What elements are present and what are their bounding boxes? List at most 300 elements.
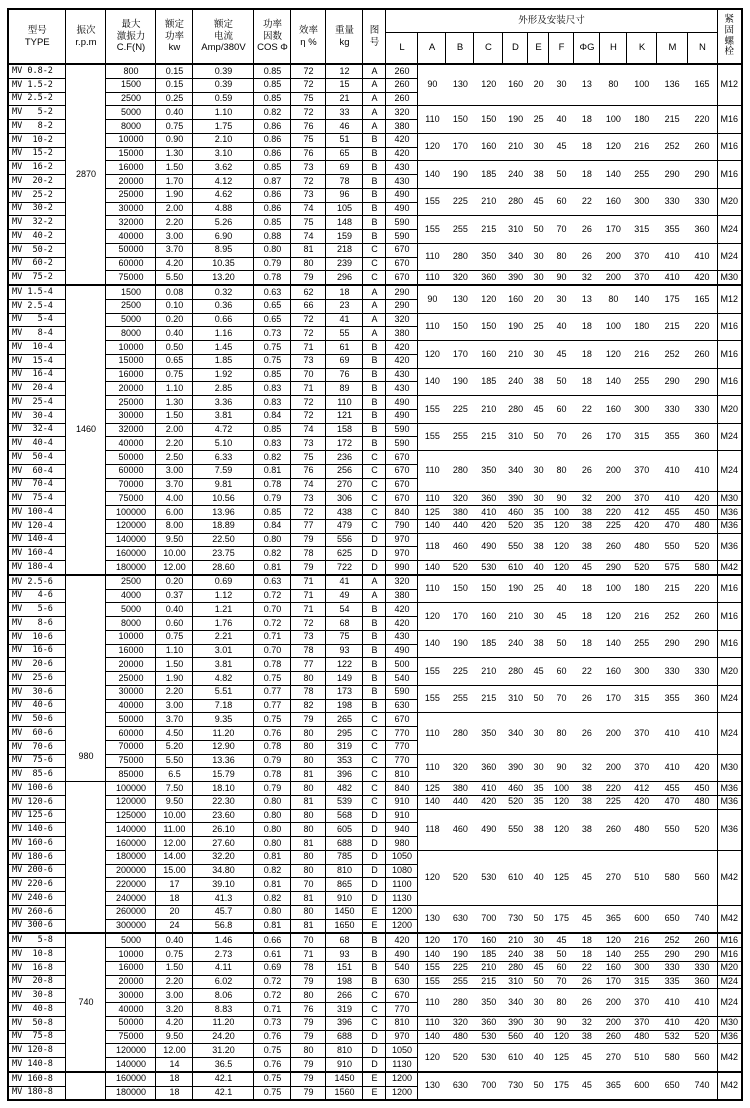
cell-current: 3.81 xyxy=(193,658,254,672)
cell-current: 4.72 xyxy=(193,423,254,437)
dimension-value: 125 xyxy=(553,1051,570,1062)
dimension-value: 30 xyxy=(556,79,567,90)
cell-length-L: 810 xyxy=(386,768,418,782)
cell-current: 2.21 xyxy=(193,630,254,644)
cell-figure: D xyxy=(363,533,386,547)
dimension-value: 460 xyxy=(452,541,468,552)
cell-efficiency: 76 xyxy=(291,120,326,134)
dimension-value: 190 xyxy=(508,321,524,332)
cell-cos: 0.72 xyxy=(254,589,291,603)
dimension-value: 160 xyxy=(508,79,524,90)
cell-current: 1.92 xyxy=(193,368,254,382)
dimension-value: 420 xyxy=(634,520,650,531)
dimension-value: 310 xyxy=(508,693,524,704)
cell-efficiency: 70 xyxy=(291,933,326,947)
cell-power: 0.20 xyxy=(156,575,193,589)
cell-power: 2.20 xyxy=(156,685,193,699)
dimension-value: 220 xyxy=(694,113,710,124)
cell-weight: 236 xyxy=(326,451,363,465)
dimension-value: 30 xyxy=(533,465,544,476)
cell-rpm: 980 xyxy=(66,575,106,782)
dimension-value: 260 xyxy=(605,1031,621,1042)
cell-current: 24.20 xyxy=(193,1030,254,1044)
cell-cos: 0.78 xyxy=(254,478,291,492)
header-dim-K: K xyxy=(627,33,657,65)
dimension-value: 550 xyxy=(664,823,680,834)
cell-cos: 0.85 xyxy=(254,92,291,106)
cell-cos: 0.70 xyxy=(254,603,291,617)
dimension-value: 480 xyxy=(634,1031,650,1042)
cell-weight: 319 xyxy=(326,1003,363,1017)
cell-efficiency: 74 xyxy=(291,230,326,244)
cell-current: 8.83 xyxy=(193,1003,254,1017)
dimension-value: 370 xyxy=(634,465,650,476)
cell-model: MV 50-8 xyxy=(8,1016,66,1030)
cell-dimensions xyxy=(418,533,717,561)
cell-model: MV 120-8 xyxy=(8,1044,66,1058)
dimension-value: 45 xyxy=(556,348,567,359)
cell-efficiency: 81 xyxy=(291,243,326,257)
cell-cos: 0.78 xyxy=(254,271,291,285)
cell-current: 6.02 xyxy=(193,975,254,989)
dimension-value: 38 xyxy=(533,638,544,649)
dimension-value: 100 xyxy=(634,79,650,90)
cell-power: 2.20 xyxy=(156,975,193,989)
cell-power: 1.10 xyxy=(156,382,193,396)
cell-weight: 61 xyxy=(326,341,363,355)
cell-dimensions xyxy=(418,603,717,631)
table-row xyxy=(8,782,742,796)
cell-weight: 93 xyxy=(326,948,363,962)
dimension-value: 410 xyxy=(481,782,497,793)
cell-power: 0.37 xyxy=(156,589,193,603)
cell-bolt: M20 xyxy=(717,396,742,424)
cell-cos: 0.75 xyxy=(254,354,291,368)
cell-figure: B xyxy=(363,175,386,189)
cell-efficiency: 78 xyxy=(291,961,326,975)
cell-cos: 0.80 xyxy=(254,533,291,547)
dimension-value: 360 xyxy=(481,762,497,773)
cell-length-L: 670 xyxy=(386,492,418,506)
dimension-value: 50 xyxy=(533,693,544,704)
cell-weight: 270 xyxy=(326,478,363,492)
cell-force: 60000 xyxy=(106,464,156,478)
dimension-value: 290 xyxy=(694,948,710,959)
dimension-value: 90 xyxy=(427,293,438,304)
dimension-value: 252 xyxy=(664,934,680,945)
cell-force: 800 xyxy=(106,64,156,78)
cell-power: 5.50 xyxy=(156,271,193,285)
header-dim-A: A xyxy=(418,33,446,65)
cell-cos: 0.85 xyxy=(254,368,291,382)
dimension-value: 215 xyxy=(664,321,680,332)
dimension-value: 410 xyxy=(694,251,710,262)
cell-model: MV 160-4 xyxy=(8,547,66,561)
cell-cos: 0.65 xyxy=(254,299,291,313)
dimension-value: 490 xyxy=(481,541,497,552)
cell-efficiency: 62 xyxy=(291,285,326,299)
dimension-value: 38 xyxy=(581,796,592,807)
dimension-value: 170 xyxy=(452,141,468,152)
dimension-value: 26 xyxy=(581,693,592,704)
cell-figure: C xyxy=(363,519,386,533)
cell-efficiency: 72 xyxy=(291,617,326,631)
cell-bolt: M36 xyxy=(717,795,742,809)
cell-figure: B xyxy=(363,354,386,368)
cell-length-L: 840 xyxy=(386,782,418,796)
cell-cos: 0.72 xyxy=(254,975,291,989)
cell-length-L: 540 xyxy=(386,672,418,686)
cell-power: 4.20 xyxy=(156,1016,193,1030)
cell-bolt: M16 xyxy=(717,948,742,962)
header-fastening-bolt: 紧 固 螺 栓 xyxy=(717,9,742,64)
cell-power: 12.00 xyxy=(156,1044,193,1058)
cell-length-L: 490 xyxy=(386,396,418,410)
dimension-value: 550 xyxy=(508,823,524,834)
cell-cos: 0.75 xyxy=(254,1086,291,1100)
cell-efficiency: 72 xyxy=(291,78,326,92)
cell-weight: 688 xyxy=(326,1030,363,1044)
cell-figure: B xyxy=(363,161,386,175)
dimension-value: 110 xyxy=(425,762,440,773)
cell-figure: B xyxy=(363,699,386,713)
cell-efficiency: 78 xyxy=(291,685,326,699)
cell-model: MV 5-8 xyxy=(8,933,66,947)
cell-model: MV 5-2 xyxy=(8,106,66,120)
dimension-value: 120 xyxy=(481,79,497,90)
cell-model: MV 70-6 xyxy=(8,740,66,754)
dimension-value: 30 xyxy=(533,996,544,1007)
cell-dimensions xyxy=(418,341,717,369)
dimension-value: 45 xyxy=(556,141,567,152)
cell-weight: 239 xyxy=(326,257,363,271)
cell-current: 23.60 xyxy=(193,809,254,823)
dimension-value: 410 xyxy=(664,492,680,503)
cell-figure: B xyxy=(363,396,386,410)
cell-model: MV 60-4 xyxy=(8,464,66,478)
dimension-value: 520 xyxy=(452,561,468,572)
dimension-value: 40 xyxy=(533,872,544,883)
dimension-value: 470 xyxy=(664,520,680,531)
cell-current: 1.75 xyxy=(193,120,254,134)
dimension-value: 490 xyxy=(481,823,497,834)
cell-efficiency: 78 xyxy=(291,644,326,658)
dimension-value: 45 xyxy=(581,1051,592,1062)
dimension-value: 120 xyxy=(424,610,440,621)
cell-power: 9.50 xyxy=(156,533,193,547)
table-row xyxy=(8,575,742,589)
cell-weight: 556 xyxy=(326,533,363,547)
dimension-value: 410 xyxy=(664,271,680,282)
dimension-value: 315 xyxy=(634,431,650,442)
dimension-value: 480 xyxy=(694,796,710,807)
dimension-value: 290 xyxy=(605,561,621,572)
cell-cos: 0.83 xyxy=(254,437,291,451)
dimension-value: 355 xyxy=(664,431,680,442)
dimension-value: 170 xyxy=(452,610,468,621)
cell-model: MV 8-6 xyxy=(8,617,66,631)
dimension-value: 110 xyxy=(425,251,440,262)
dimension-value: 160 xyxy=(605,962,621,973)
dimension-value: 190 xyxy=(452,168,468,179)
cell-current: 1.46 xyxy=(193,933,254,947)
dimension-value: 100 xyxy=(605,321,621,332)
cell-force: 32000 xyxy=(106,216,156,230)
dimension-value: 460 xyxy=(508,782,524,793)
cell-length-L: 260 xyxy=(386,64,418,78)
cell-cos: 0.71 xyxy=(254,630,291,644)
cell-cos: 0.77 xyxy=(254,699,291,713)
dimension-value: 30 xyxy=(533,762,544,773)
dimension-value: 25 xyxy=(533,321,544,332)
dimension-value: 270 xyxy=(605,1051,621,1062)
dimension-value: 240 xyxy=(508,168,524,179)
cell-figure: A xyxy=(363,106,386,120)
cell-power: 5.50 xyxy=(156,754,193,768)
cell-weight: 785 xyxy=(326,850,363,864)
dimension-value: 220 xyxy=(694,583,710,594)
cell-bolt: M24 xyxy=(717,243,742,271)
cell-length-L: 490 xyxy=(386,409,418,423)
dimension-value: 390 xyxy=(508,1017,524,1028)
cell-length-L: 670 xyxy=(386,464,418,478)
table-row xyxy=(8,451,742,465)
cell-power: 2.50 xyxy=(156,451,193,465)
cell-efficiency: 73 xyxy=(291,630,326,644)
dimension-value: 410 xyxy=(694,727,710,738)
cell-weight: 148 xyxy=(326,216,363,230)
dimension-value: 70 xyxy=(556,976,567,987)
cell-model: MV 20-6 xyxy=(8,658,66,672)
cell-weight: 68 xyxy=(326,933,363,947)
dimension-value: 355 xyxy=(664,223,680,234)
cell-bolt: M30 xyxy=(717,754,742,782)
cell-efficiency: 72 xyxy=(291,64,326,78)
dimension-value: 650 xyxy=(664,1080,680,1091)
dimension-value: 50 xyxy=(533,913,544,924)
cell-bolt: M24 xyxy=(717,975,742,989)
cell-power: 17 xyxy=(156,878,193,892)
cell-weight: 122 xyxy=(326,658,363,672)
cell-length-L: 590 xyxy=(386,685,418,699)
cell-efficiency: 71 xyxy=(291,603,326,617)
dimension-value: 18 xyxy=(581,321,592,332)
cell-efficiency: 66 xyxy=(291,299,326,313)
cell-length-L: 840 xyxy=(386,506,418,520)
cell-efficiency: 73 xyxy=(291,161,326,175)
cell-weight: 865 xyxy=(326,878,363,892)
table-row xyxy=(8,630,742,644)
cell-force: 5000 xyxy=(106,933,156,947)
table-row xyxy=(8,975,742,989)
cell-figure: C xyxy=(363,451,386,465)
dimension-value: 140 xyxy=(424,638,440,649)
dimension-value: 290 xyxy=(694,168,710,179)
cell-force: 16000 xyxy=(106,161,156,175)
cell-dimensions xyxy=(418,809,717,850)
cell-force: 30000 xyxy=(106,409,156,423)
cell-efficiency: 70 xyxy=(291,878,326,892)
cell-rpm: 1460 xyxy=(66,285,106,575)
dimension-value: 420 xyxy=(634,796,650,807)
dimension-value: 610 xyxy=(508,1051,524,1062)
cell-dimensions xyxy=(418,396,717,424)
dimension-value: 330 xyxy=(694,665,710,676)
cell-figure: C xyxy=(363,989,386,1003)
table-row xyxy=(8,285,742,299)
cell-current: 39.10 xyxy=(193,878,254,892)
cell-power: 3.20 xyxy=(156,1003,193,1017)
cell-efficiency: 72 xyxy=(291,506,326,520)
dimension-value: 340 xyxy=(508,465,524,476)
cell-power: 0.75 xyxy=(156,948,193,962)
dimension-value: 25 xyxy=(533,583,544,594)
cell-force: 160000 xyxy=(106,1072,156,1086)
cell-bolt: M42 xyxy=(717,561,742,575)
cell-force: 75000 xyxy=(106,492,156,506)
dimension-value: 370 xyxy=(634,762,650,773)
dimension-value: 150 xyxy=(452,321,468,332)
cell-efficiency: 75 xyxy=(291,216,326,230)
dimension-value: 440 xyxy=(452,520,468,531)
dimension-value: 136 xyxy=(664,79,680,90)
cell-weight: 1450 xyxy=(326,905,363,919)
table-row xyxy=(8,850,742,864)
dimension-value: 90 xyxy=(556,1017,567,1028)
cell-cos: 0.85 xyxy=(254,423,291,437)
cell-current: 13.36 xyxy=(193,754,254,768)
dimension-value: 38 xyxy=(581,541,592,552)
table-row xyxy=(8,188,742,202)
cell-power: 8.00 xyxy=(156,519,193,533)
dimension-value: 560 xyxy=(694,872,710,883)
cell-length-L: 770 xyxy=(386,727,418,741)
header-rated-power: 额定 功率 kw xyxy=(156,9,193,64)
cell-length-L: 790 xyxy=(386,519,418,533)
cell-model: MV 75-6 xyxy=(8,754,66,768)
dimension-value: 225 xyxy=(452,403,468,414)
cell-current: 9.81 xyxy=(193,478,254,492)
cell-length-L: 810 xyxy=(386,1016,418,1030)
dimension-value: 18 xyxy=(581,141,592,152)
dimension-value: 190 xyxy=(452,638,468,649)
cell-figure: C xyxy=(363,464,386,478)
cell-dimensions xyxy=(418,106,717,134)
cell-efficiency: 81 xyxy=(291,919,326,933)
cell-model: MV 32-4 xyxy=(8,423,66,437)
cell-weight: 96 xyxy=(326,188,363,202)
cell-length-L: 1080 xyxy=(386,864,418,878)
cell-weight: 51 xyxy=(326,133,363,147)
header-dim-E: E xyxy=(528,33,549,65)
dimension-value: 350 xyxy=(481,996,497,1007)
cell-weight: 78 xyxy=(326,175,363,189)
dimension-value: 155 xyxy=(424,962,440,973)
dimension-value: 140 xyxy=(424,168,440,179)
header-dim-N: N xyxy=(688,33,717,65)
dimension-value: 180 xyxy=(634,321,650,332)
cell-power: 14.00 xyxy=(156,850,193,864)
cell-power: 3.00 xyxy=(156,989,193,1003)
dimension-value: 150 xyxy=(481,113,497,124)
cell-force: 140000 xyxy=(106,1058,156,1072)
dimension-value: 18 xyxy=(581,948,592,959)
cell-efficiency: 75 xyxy=(291,92,326,106)
cell-cos: 0.82 xyxy=(254,106,291,120)
dimension-value: 370 xyxy=(634,271,650,282)
cell-figure: B xyxy=(363,409,386,423)
dimension-value: 118 xyxy=(425,541,440,552)
dimension-value: 225 xyxy=(605,520,621,531)
cell-dimensions xyxy=(418,243,717,271)
cell-bolt: M42 xyxy=(717,905,742,933)
cell-figure: D xyxy=(363,878,386,892)
cell-model: MV 8-4 xyxy=(8,327,66,341)
table-row xyxy=(8,341,742,355)
table-header xyxy=(8,9,742,64)
cell-efficiency: 74 xyxy=(291,478,326,492)
dimension-value: 220 xyxy=(605,506,621,517)
dimension-value: 255 xyxy=(452,223,468,234)
dimension-value: 110 xyxy=(425,271,440,282)
dimension-value: 100 xyxy=(605,583,621,594)
cell-model: MV 75-4 xyxy=(8,492,66,506)
dimension-value: 335 xyxy=(664,976,680,987)
cell-length-L: 380 xyxy=(386,120,418,134)
dimension-value: 460 xyxy=(508,506,524,517)
cell-force: 125000 xyxy=(106,809,156,823)
cell-current: 8.95 xyxy=(193,243,254,257)
cell-force: 50000 xyxy=(106,243,156,257)
header-dimensions-title: 外形及安装尺寸 xyxy=(386,9,717,33)
cell-bolt: M24 xyxy=(717,216,742,244)
dimension-value: 360 xyxy=(694,976,710,987)
dimension-value: 22 xyxy=(581,196,592,207)
dimension-value: 300 xyxy=(634,196,650,207)
cell-figure: B xyxy=(363,188,386,202)
dimension-value: 252 xyxy=(664,610,680,621)
cell-power: 1.30 xyxy=(156,396,193,410)
cell-current: 15.79 xyxy=(193,768,254,782)
dimension-value: 280 xyxy=(508,962,524,973)
dimension-value: 480 xyxy=(634,541,650,552)
table-row xyxy=(8,948,742,962)
dimension-value: 38 xyxy=(533,168,544,179)
table-row xyxy=(8,989,742,1003)
dimension-value: 200 xyxy=(605,251,621,262)
cell-weight: 810 xyxy=(326,864,363,878)
dimension-value: 18 xyxy=(581,348,592,359)
cell-dimensions xyxy=(418,905,717,933)
dimension-value: 370 xyxy=(634,492,650,503)
cell-cos: 0.75 xyxy=(254,713,291,727)
cell-length-L: 420 xyxy=(386,147,418,161)
cell-force: 300000 xyxy=(106,919,156,933)
cell-power: 1.50 xyxy=(156,409,193,423)
header-model: 型号 TYPE xyxy=(8,9,66,64)
table-row xyxy=(8,809,742,823)
cell-power: 0.40 xyxy=(156,603,193,617)
cell-length-L: 910 xyxy=(386,809,418,823)
cell-weight: 105 xyxy=(326,202,363,216)
dimension-value: 155 xyxy=(424,431,440,442)
cell-cos: 0.80 xyxy=(254,905,291,919)
cell-bolt: M42 xyxy=(717,1072,742,1101)
dimension-value: 650 xyxy=(664,913,680,924)
cell-dimensions xyxy=(418,492,717,506)
cell-model: MV 20-2 xyxy=(8,175,66,189)
dimension-value: 370 xyxy=(634,1017,650,1028)
